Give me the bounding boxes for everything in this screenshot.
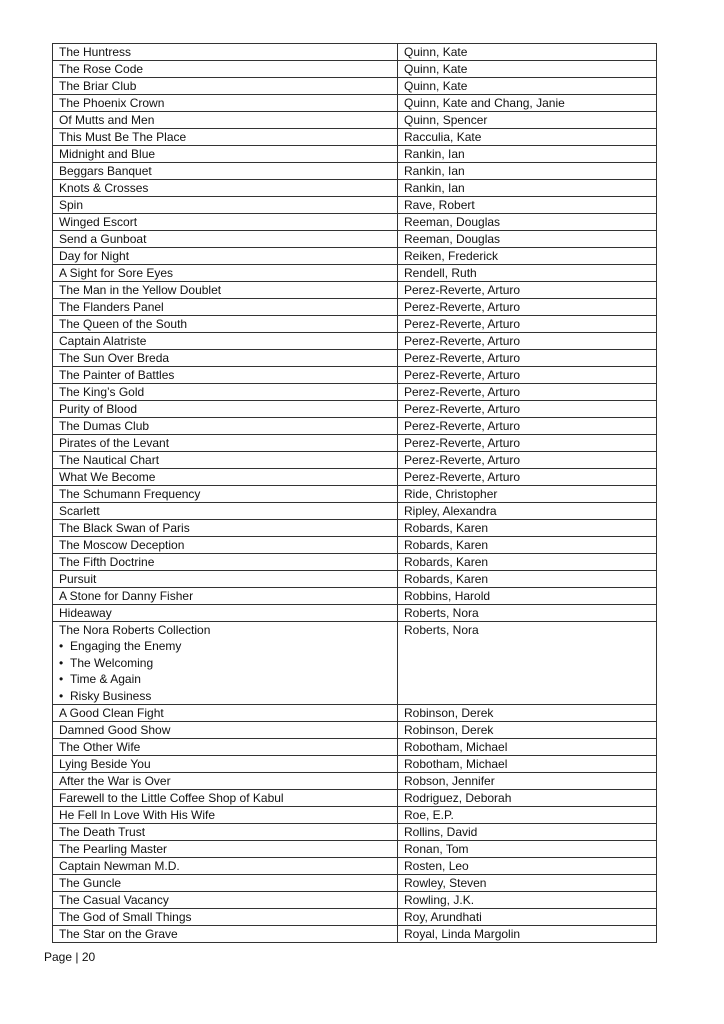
book-title: Damned Good Show [59,723,171,737]
book-author: Quinn, Spencer [404,113,488,127]
author-cell [398,892,657,909]
book-author: Perez-Reverte, Arturo [404,419,521,433]
collection-item: • Risky Business [59,688,397,705]
book-author: Perez-Reverte, Arturo [404,368,521,382]
author-cell [398,605,657,622]
title-cell [53,469,398,486]
author-cell [398,129,657,146]
title-cell [53,537,398,554]
title-cell [53,926,398,943]
table-row [53,571,657,588]
title-cell [53,248,398,265]
book-title: The Sun Over Breda [59,351,170,365]
author-cell [398,214,657,231]
table-row [53,44,657,61]
author-cell [398,61,657,78]
table-row [53,163,657,180]
title-cell [53,554,398,571]
book-author: Robson, Jennifer [404,774,495,788]
author-cell [398,503,657,520]
author-cell [398,452,657,469]
book-author: Ride, Christopher [404,487,498,501]
table-row [53,807,657,824]
book-title: The Huntress [59,45,132,59]
book-author: Robards, Karen [404,521,489,535]
title-cell [53,282,398,299]
author-cell [398,520,657,537]
book-title: The Nora Roberts Collection [59,623,211,637]
book-author: Rave, Robert [404,198,475,212]
book-title: Purity of Blood [59,402,138,416]
book-title: The Flanders Panel [59,300,164,314]
title-cell [53,197,398,214]
title-cell [53,367,398,384]
title-cell [53,435,398,452]
author-cell [398,739,657,756]
table-row [53,129,657,146]
book-title: A Sight for Sore Eyes [59,266,174,280]
author-cell [398,231,657,248]
book-title: Pursuit [59,572,97,586]
page-label: Page [44,950,73,964]
book-title: The Nautical Chart [59,453,160,467]
author-cell [398,486,657,503]
table-row [53,773,657,790]
title-cell [53,129,398,146]
book-author: Reeman, Douglas [404,215,501,229]
book-author: Robbins, Harold [404,589,491,603]
book-author: Rosten, Leo [404,859,469,873]
table-row [53,333,657,350]
author-cell [398,163,657,180]
author-cell [398,705,657,722]
book-author: Roe, E.P. [404,808,454,822]
title-cell [53,605,398,622]
book-author: Roberts, Nora [404,606,479,620]
book-title: Midnight and Blue [59,147,156,161]
book-title: After the War is Over [59,774,171,788]
author-cell [398,146,657,163]
book-title: The God of Small Things [59,910,192,924]
author-cell [398,197,657,214]
author-cell [398,875,657,892]
title-cell [53,520,398,537]
book-author: Robinson, Derek [404,706,494,720]
table-row [53,537,657,554]
title-cell [53,892,398,909]
table-row [53,841,657,858]
book-author: Rowley, Steven [404,876,487,890]
author-cell [398,78,657,95]
book-title: The Casual Vacancy [59,893,169,907]
title-cell [53,486,398,503]
author-cell [398,95,657,112]
book-title: The Briar Club [59,79,137,93]
table-row [53,265,657,282]
book-author: Quinn, Kate [404,62,468,76]
table-row [53,197,657,214]
table-row [53,926,657,943]
book-title: Scarlett [59,504,100,518]
book-title: Winged Escort [59,215,138,229]
book-author: Robotham, Michael [404,757,508,771]
table-row [53,790,657,807]
collection-item: • Engaging the Enemy [59,638,397,655]
table-row [53,282,657,299]
title-cell [53,112,398,129]
title-cell [53,909,398,926]
book-author: Robards, Karen [404,572,489,586]
table-row [53,367,657,384]
title-cell [53,824,398,841]
book-author: Racculia, Kate [404,130,482,144]
table-row [53,384,657,401]
book-author: Perez-Reverte, Arturo [404,453,521,467]
book-title: This Must Be The Place [59,130,187,144]
author-cell [398,299,657,316]
author-cell [398,554,657,571]
book-author: Robards, Karen [404,538,489,552]
author-cell [398,435,657,452]
book-title: The Guncle [59,876,122,890]
author-cell [398,824,657,841]
title-cell [53,790,398,807]
book-list-table [52,43,657,943]
table-row [53,605,657,622]
book-title: What We Become [59,470,156,484]
book-author: Rodriguez, Deborah [404,791,512,805]
book-author: Quinn, Kate [404,79,468,93]
author-cell [398,282,657,299]
book-author: Quinn, Kate and Chang, Janie [404,96,565,110]
book-title: The Other Wife [59,740,141,754]
author-cell [398,469,657,486]
book-title: A Stone for Danny Fisher [59,589,194,603]
title-cell [53,773,398,790]
book-title: Day for Night [59,249,130,263]
title-cell [53,231,398,248]
title-cell [53,622,398,705]
author-cell [398,333,657,350]
collection-item: • Time & Again [59,671,397,688]
title-cell [53,452,398,469]
title-cell [53,316,398,333]
book-title: Spin [59,198,84,212]
author-cell [398,858,657,875]
book-list-body [53,44,657,943]
table-row [53,554,657,571]
collection-item: • The Welcoming [59,655,397,672]
book-title: The Rose Code [59,62,144,76]
page-footer [44,950,95,964]
book-title: The Phoenix Crown [59,96,165,110]
table-row [53,214,657,231]
book-author: Robards, Karen [404,555,489,569]
book-author: Rowling, J.K. [404,893,475,907]
table-row [53,180,657,197]
book-author: Ripley, Alexandra [404,504,497,518]
title-cell [53,418,398,435]
author-cell [398,588,657,605]
book-author: Perez-Reverte, Arturo [404,470,521,484]
book-title: The Man in the Yellow Doublet [59,283,222,297]
table-row [53,452,657,469]
table-row [53,520,657,537]
title-cell [53,146,398,163]
book-author: Robotham, Michael [404,740,508,754]
table-row [53,892,657,909]
title-cell [53,401,398,418]
book-author: Perez-Reverte, Arturo [404,317,521,331]
table-row [53,824,657,841]
book-title: The Star on the Grave [59,927,178,941]
book-author: Roy, Arundhati [404,910,482,924]
author-cell [398,773,657,790]
title-cell [53,180,398,197]
book-author: Rollins, David [404,825,478,839]
book-author: Perez-Reverte, Arturo [404,385,521,399]
book-title: Captain Alatriste [59,334,147,348]
title-cell [53,265,398,282]
table-row [53,486,657,503]
book-title: The Queen of the South [59,317,188,331]
book-author: Perez-Reverte, Arturo [404,436,521,450]
book-author: Rankin, Ian [404,147,465,161]
title-cell [53,588,398,605]
title-cell [53,705,398,722]
author-cell [398,926,657,943]
book-title: Of Mutts and Men [59,113,155,127]
book-title: Captain Newman M.D. [59,859,180,873]
author-cell [398,571,657,588]
title-cell [53,841,398,858]
book-title: The Black Swan of Paris [59,521,190,535]
page-separator: | [75,950,79,964]
book-author: Perez-Reverte, Arturo [404,334,521,348]
title-cell [53,722,398,739]
title-cell [53,350,398,367]
title-cell [53,299,398,316]
author-cell [398,384,657,401]
table-row [53,299,657,316]
title-cell [53,756,398,773]
book-author: Quinn, Kate [404,45,468,59]
collection-list [59,638,397,704]
table-row [53,112,657,129]
table-row [53,503,657,520]
author-cell [398,44,657,61]
book-title: Beggars Banquet [59,164,152,178]
title-cell [53,739,398,756]
author-cell [398,807,657,824]
author-cell [398,367,657,384]
book-author: Robinson, Derek [404,723,494,737]
book-title: Send a Gunboat [59,232,147,246]
table-row [53,705,657,722]
table-row [53,401,657,418]
title-cell [53,503,398,520]
book-title: Pirates of the Levant [59,436,170,450]
book-title: The Painter of Battles [59,368,175,382]
book-author: Reeman, Douglas [404,232,501,246]
title-cell [53,384,398,401]
author-cell [398,112,657,129]
table-row [53,469,657,486]
author-cell [398,316,657,333]
book-author: Rendell, Ruth [404,266,477,280]
title-cell [53,571,398,588]
book-title: Knots & Crosses [59,181,149,195]
author-cell [398,418,657,435]
book-title: The Moscow Deception [59,538,185,552]
title-cell [53,875,398,892]
author-cell [398,248,657,265]
book-author: Roberts, Nora [404,623,479,637]
book-author: Perez-Reverte, Arturo [404,351,521,365]
title-cell [53,333,398,350]
table-row [53,435,657,452]
book-title: The King’s Gold [59,385,145,399]
book-title: A Good Clean Fight [59,706,164,720]
author-cell [398,722,657,739]
title-cell [53,61,398,78]
title-cell [53,807,398,824]
author-cell [398,350,657,367]
author-cell [398,909,657,926]
table-row [53,146,657,163]
book-author: Perez-Reverte, Arturo [404,402,521,416]
table-row [53,95,657,112]
table-row [53,858,657,875]
book-author: Ronan, Tom [404,842,469,856]
title-cell [53,78,398,95]
page-number: 20 [81,950,96,964]
book-author: Rankin, Ian [404,164,465,178]
table-row [53,622,657,705]
author-cell [398,622,657,705]
author-cell [398,180,657,197]
title-cell [53,163,398,180]
book-author: Reiken, Frederick [404,249,499,263]
table-row [53,350,657,367]
book-title: The Dumas Club [59,419,150,433]
author-cell [398,790,657,807]
book-author: Royal, Linda Margolin [404,927,521,941]
table-row [53,61,657,78]
author-cell [398,401,657,418]
title-cell [53,214,398,231]
table-row [53,231,657,248]
table-row [53,78,657,95]
book-title: Hideaway [59,606,112,620]
book-title: The Schumann Frequency [59,487,201,501]
author-cell [398,537,657,554]
table-row [53,756,657,773]
author-cell [398,756,657,773]
book-author: Perez-Reverte, Arturo [404,300,521,314]
title-cell [53,95,398,112]
table-row [53,248,657,265]
author-cell [398,265,657,282]
title-cell [53,858,398,875]
table-row [53,722,657,739]
table-row [53,739,657,756]
book-title: The Fifth Doctrine [59,555,155,569]
book-author: Perez-Reverte, Arturo [404,283,521,297]
book-title: Farewell to the Little Coffee Shop of Kabul [59,791,284,805]
table-row [53,316,657,333]
title-cell [53,44,398,61]
table-row [53,418,657,435]
table-row [53,875,657,892]
author-cell [398,841,657,858]
book-author: Rankin, Ian [404,181,465,195]
table-row [53,909,657,926]
book-title: The Death Trust [59,825,146,839]
book-title: Lying Beside You [59,757,151,771]
table-row [53,588,657,605]
book-title: The Pearling Master [59,842,168,856]
book-title: He Fell In Love With His Wife [59,808,216,822]
